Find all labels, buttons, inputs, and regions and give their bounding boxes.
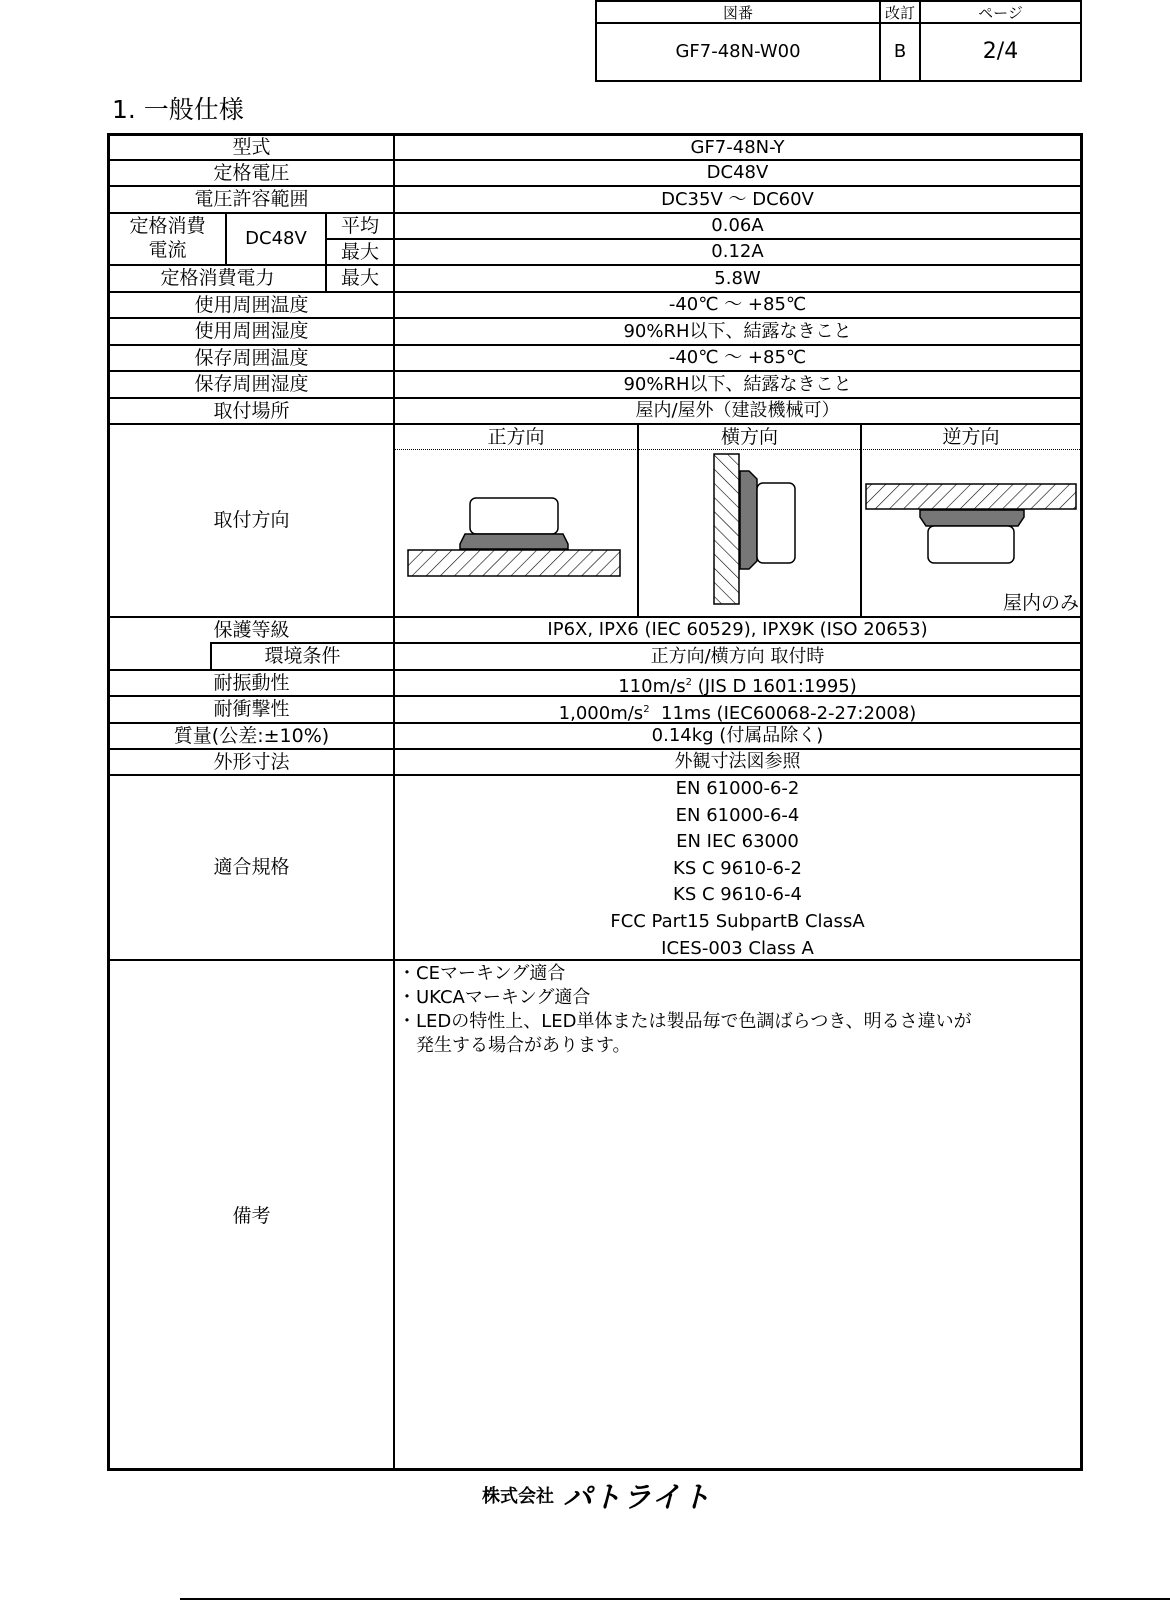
standard-item: KS C 9610-6-2 bbox=[673, 857, 802, 879]
st-humidity-value: 90%RH以下、結露なきこと bbox=[623, 374, 852, 395]
st-temp-label: 保存周囲温度 bbox=[194, 347, 309, 369]
rated-voltage-label: 定格電圧 bbox=[213, 162, 290, 184]
avg-label: 平均 bbox=[340, 215, 379, 237]
dimensions-value: 外観寸法図参照 bbox=[674, 751, 801, 772]
env-label: 環境条件 bbox=[264, 645, 341, 667]
dimensions-label: 外形寸法 bbox=[213, 751, 290, 773]
avg-current-value: 0.06A bbox=[711, 215, 764, 236]
op-humidity-label: 使用周囲湿度 bbox=[194, 320, 309, 342]
standards-list bbox=[395, 776, 1080, 959]
remark-item: ・CEマーキング適合 bbox=[398, 963, 566, 984]
max-current-value: 0.12A bbox=[711, 241, 764, 262]
voltage-range-value: DC35V ～ DC60V bbox=[661, 189, 814, 210]
mass-label: 質量(公差:±10%) bbox=[173, 725, 330, 747]
orient-side-label: 横方向 bbox=[720, 426, 778, 448]
power-value: 5.8W bbox=[714, 268, 761, 289]
location-label: 取付場所 bbox=[213, 400, 290, 422]
revision-label: 改訂 bbox=[881, 2, 919, 24]
vibration-label: 耐振動性 bbox=[213, 672, 290, 694]
remark-item: 発生する場合があります。 bbox=[398, 1035, 631, 1056]
side-mount-diagram bbox=[639, 451, 860, 616]
op-humidity-value: 90%RH以下、結露なきこと bbox=[623, 321, 852, 342]
model-label: 型式 bbox=[232, 136, 271, 158]
remark-item: ・LEDの特性上、LED単体または製品毎で色調ばらつき、明るさ違いが bbox=[398, 1011, 972, 1032]
st-temp-value: -40℃ ～ +85℃ bbox=[668, 347, 807, 368]
page-label: ページ bbox=[921, 2, 1080, 24]
shock-value: $1,000m/s^2$ 11ms (IEC60068-2-27:2008) bbox=[558, 703, 917, 724]
st-humidity-label: 保存周囲湿度 bbox=[194, 373, 309, 395]
standards-label: 適合規格 bbox=[213, 856, 290, 878]
env-value: 正方向/横方向 取付時 bbox=[650, 646, 825, 667]
remark-item: ・UKCAマーキング適合 bbox=[398, 987, 591, 1008]
company-prefix: 株式会社 bbox=[482, 1486, 554, 1507]
orient-reverse-label: 逆方向 bbox=[942, 426, 1000, 448]
remarks-label: 備考 bbox=[232, 1205, 271, 1227]
standard-item: KS C 9610-6-4 bbox=[673, 884, 802, 906]
op-temp-label: 使用周囲温度 bbox=[194, 294, 309, 316]
standard-item: FCC Part15 SubpartB ClassA bbox=[610, 910, 865, 932]
orient-front-label: 正方向 bbox=[487, 426, 545, 448]
revision: B bbox=[893, 41, 907, 62]
mass-value: 0.14kg (付属品除く) bbox=[651, 725, 824, 746]
rated-voltage-value: DC48V bbox=[706, 162, 769, 183]
standard-item: ICES-003 Class A bbox=[661, 937, 814, 959]
voltage-range-label: 電圧許容範囲 bbox=[194, 188, 309, 210]
shock-label: 耐衝撃性 bbox=[213, 698, 290, 720]
protection-value: IP6X, IPX6 (IEC 60529), IPX9K (ISO 20653) bbox=[547, 619, 928, 640]
max-label: 最大 bbox=[340, 241, 379, 263]
indoor-only-note: 屋内のみ bbox=[1002, 592, 1079, 614]
model-value: GF7-48N-Y bbox=[690, 137, 785, 158]
section-title: 1. 一般仕様 bbox=[112, 95, 244, 124]
drawing-no-label: 図番 bbox=[597, 2, 879, 24]
current-label: 定格消費 電流 bbox=[129, 215, 206, 261]
remarks-list bbox=[398, 962, 1080, 1058]
location-value: 屋内/屋外（建設機械可） bbox=[635, 400, 840, 421]
power-max-label: 最大 bbox=[340, 267, 379, 289]
standard-item: EN 61000-6-2 bbox=[675, 778, 800, 799]
standard-item: EN 61000-6-4 bbox=[675, 804, 800, 826]
title-block bbox=[595, 0, 1082, 82]
vibration-value: $110m/s^2$ (JIS D 1601:1995) bbox=[618, 676, 857, 697]
current-voltage: DC48V bbox=[245, 228, 307, 249]
drawing-no: GF7-48N-W00 bbox=[675, 41, 801, 62]
orientation-label: 取付方向 bbox=[213, 509, 290, 531]
company-logo: パトライト bbox=[563, 1480, 712, 1514]
front-mount-diagram bbox=[395, 451, 637, 616]
page-number: 2/4 bbox=[982, 39, 1019, 64]
standard-item: EN IEC 63000 bbox=[676, 831, 799, 853]
protection-label: 保護等級 bbox=[213, 619, 290, 641]
op-temp-value: -40℃ ～ +85℃ bbox=[668, 294, 807, 315]
power-label: 定格消費電力 bbox=[160, 267, 275, 289]
spec-table bbox=[107, 133, 1083, 1471]
